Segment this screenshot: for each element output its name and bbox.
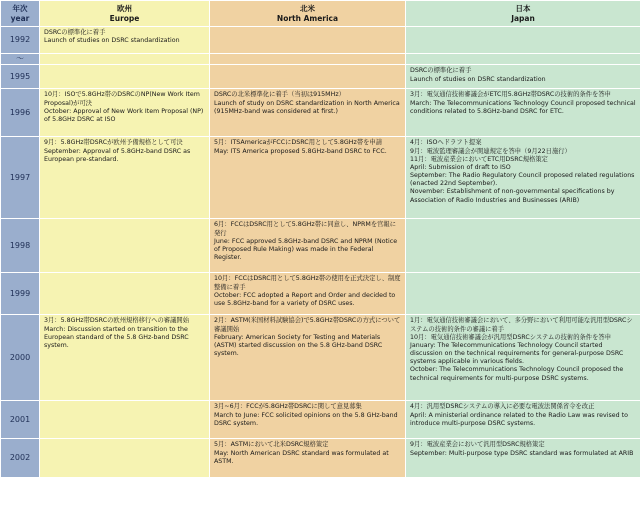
japan-cell [406, 439, 640, 478]
north-america-cell [210, 54, 406, 65]
cell-text-line: November: Establishment of non-governmental specifications by Association of Radio Industries and Businesses (ARIB) [410, 188, 615, 204]
cell-text-line: DSRCの標準化に着手 [410, 67, 472, 75]
table-row [1, 439, 640, 478]
cell-text-line: February: American Society for Testing and Materials (ASTM) started discussion on the 5.8 GHz-band DSRC system. [214, 333, 383, 358]
europe-cell [40, 65, 210, 89]
cell-text-line: DSRCの標準化に着手 [44, 29, 106, 36]
japan-cell [406, 219, 640, 273]
table-row [1, 315, 640, 401]
year-cell: 1996 [1, 89, 40, 137]
europe-cell [40, 401, 210, 439]
header-row [1, 1, 640, 27]
cell-text-line: October: The Telecommunications Technology Council proposed the technical requirements for multi-purpose DSRC systems. [410, 366, 624, 382]
cell-text-line: 6月：FCCはDSRC用として5.8GHz帯に同意し、NPRMを官報に発行 [214, 221, 397, 237]
europe-cell [40, 439, 210, 478]
japan-cell [406, 401, 640, 439]
cell-text-line: 11月：電波産業会においてETC用DSRC規格策定 [410, 155, 548, 163]
cell-text-line: March: The Telecommunications Technology Council proposed technical conditions related to 5.8GHz-band DSRC for ETC. [410, 99, 636, 115]
cell-text-line: January: The Telecommunications Technology Council started discussion on the technical requirements for general-purpose DSRC systems applicable in various fields. [410, 341, 624, 366]
north-america-cell [210, 27, 406, 54]
japan-cell [406, 315, 640, 401]
table-row [1, 27, 640, 54]
cell-text-line: June: FCC approved 5.8GHz-band DSRC and NPRM (Notice of Proposed Rule Making) was made in the Federal Register. [214, 237, 398, 262]
year-cell: 1995 [1, 65, 40, 89]
cell-text-line: October: FCC adopted a Report and Order and decided to use 5.8GHz-band for a variety of DSRC uses. [214, 291, 396, 307]
cell-text-line: 3月：電気通信技術審議会がETC用5.8GHz帯DSRCの技術的条件を答申 [410, 91, 611, 99]
cell-text-line: September: Multi-purpose type DSRC standard was formulated at ARIB [410, 449, 634, 457]
cell-text-line: 1月：電気通信技術審議会において、多分野において利用可能な汎用型DSRCシステムの技術的条件の審議に着手 [410, 317, 633, 333]
japan-column-header: 日本 Japan [406, 1, 640, 27]
cell-text-line: 3月~6月：FCCが5.8GHz帯DSRCに関して意見募集 [214, 403, 362, 411]
cell-text-line: March: Discussion started on transition to the European standard of the 5.8 GHz-band DSRC system. [44, 325, 189, 349]
table-row [1, 89, 640, 137]
europe-column-header: 欧州 Europe [40, 1, 210, 27]
cell-text-line: 10月：電気通信技術審議会が汎用型DSRCシステムの技術的条件を答申 [410, 333, 611, 341]
europe-cell [40, 27, 210, 54]
cell-text-line: 4月：汎用型DSRCシステムの導入に必要な電波法関係省令を改正 [410, 403, 595, 411]
japan-cell [406, 89, 640, 137]
year-cell: 1999 [1, 273, 40, 315]
cell-text-line: DSRCの北米標準化に着手（当初は915MHz） [214, 91, 345, 99]
year-cell: 1992 [1, 27, 40, 54]
year-column-header: 年次 year [1, 1, 40, 27]
cell-text-line: Launch of studies on DSRC standardization [410, 75, 546, 83]
europe-cell [40, 315, 210, 401]
cell-text-line: September: The Radio Regulatory Council proposed related regulations (enacted 22nd September). [410, 172, 635, 188]
cell-text-line: 9月：電波産業会において汎用型DSRC規格策定 [410, 441, 545, 449]
cell-text-line: October: Approval of New Work Item Proposal (NP) of 5.8GHz DSRC at ISO [44, 107, 204, 123]
japan-cell [406, 27, 640, 54]
cell-text-line: April: Submission of draft to ISO [410, 163, 511, 171]
cell-text-line: 10月：FCCはDSRC用として5.8GHz帯の使用を正式決定し、制度整備に着手 [214, 275, 401, 291]
cell-text-line: 5月：ASTMにおいて北米DSRC規格策定 [214, 441, 329, 449]
cell-text-line: 3月：5.8GHz帯DSRCの欧州規格移行への審議開始 [44, 317, 189, 325]
europe-cell [40, 219, 210, 273]
cell-text-line: September: Approval of 5.8GHz-band DSRC as European pre-standard. [44, 147, 191, 163]
north-america-cell [210, 219, 406, 273]
year-cell: ～ [1, 54, 40, 65]
north-america-cell [210, 137, 406, 219]
cell-text-line: April: A ministerial ordinance related to the Radio Law was revised to introduce multi-purpose DSRC systems. [410, 411, 628, 427]
cell-text-line: 9月：5.8GHz帯DSRCが欧州予備規格として可決 [44, 139, 183, 147]
north-america-cell [210, 89, 406, 137]
cell-text-line: May: North American DSRC standard was formulated at ASTM. [214, 449, 389, 465]
cell-text-line: March to June: FCC solicited opinions on the 5.8 GHz-band DSRC system. [214, 411, 398, 427]
north-america-cell [210, 401, 406, 439]
japan-cell [406, 273, 640, 315]
table-row [1, 219, 640, 273]
cell-text-line: 5月：ITSAmericaがFCCにDSRC用として5.8GHz帯を申請 [214, 139, 383, 147]
cell-text-line: 9月：電波監理審議会が関連規定を答申（9月22日施行） [410, 147, 571, 155]
north-america-cell [210, 273, 406, 315]
year-cell: 1997 [1, 137, 40, 219]
japan-cell [406, 137, 640, 219]
north-america-cell [210, 65, 406, 89]
europe-cell [40, 137, 210, 219]
europe-cell [40, 273, 210, 315]
north-america-cell [210, 439, 406, 478]
cell-text-line: 10月：ISOで5.8GHz帯のDSRCのNP(New Work Item Proposal)が可決 [44, 91, 200, 107]
europe-cell [40, 54, 210, 65]
table-row [1, 137, 640, 219]
cell-text-line: 4月：ISOへドラフト提案 [410, 139, 482, 147]
table-row [1, 54, 640, 65]
table-row [1, 65, 640, 89]
year-cell: 2000 [1, 315, 40, 401]
year-cell: 2001 [1, 401, 40, 439]
table-row [1, 401, 640, 439]
cell-text-line: May: ITS America proposed 5.8GHz-band DSRC to FCC. [214, 147, 387, 155]
japan-cell [406, 54, 640, 65]
year-cell: 1998 [1, 219, 40, 273]
table-row [1, 273, 640, 315]
north-america-cell [210, 315, 406, 401]
north-america-column-header: 北米 North America [210, 1, 406, 27]
cell-text-line: Launch of studies on DSRC standardization [44, 37, 180, 45]
year-cell: 2002 [1, 439, 40, 478]
cell-text-line: Launch of study on DSRC standardization in North America (915MHz-band was considered at first.) [214, 99, 400, 115]
cell-text-line: 2月：ASTM(米国材料試験協会)で5.8GHz帯DSRCの方式について審議開始 [214, 317, 401, 333]
japan-cell [406, 65, 640, 89]
europe-cell [40, 89, 210, 137]
timeline-body [1, 27, 640, 478]
